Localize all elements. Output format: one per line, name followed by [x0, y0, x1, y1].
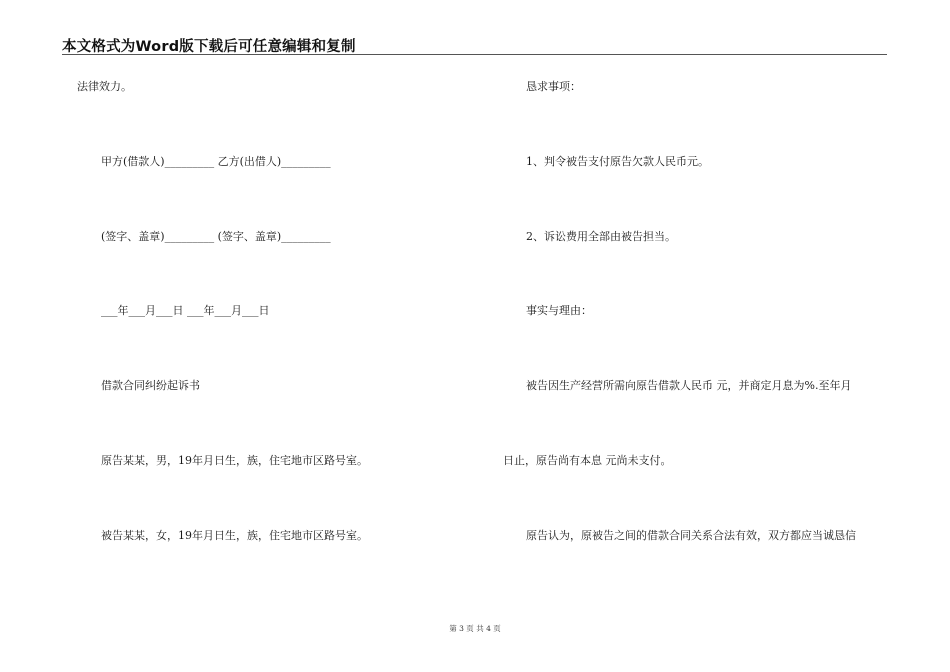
- claim-item-2: 2、诉讼费用全部由被告担当。: [526, 230, 676, 243]
- document-header-title: 本文格式为Word版下载后可任意编辑和复制: [62, 39, 356, 55]
- page-number-footer: 第 3 页 共 4 页: [449, 624, 501, 633]
- facts-paragraph-line-2: 日止，原告尚有本息 元尚未支付。: [503, 454, 672, 467]
- claims-heading: 恳求事项：: [526, 80, 581, 93]
- facts-paragraph-line-1: 被告因生产经营所需向原告借款人民币 元，并商定月息为%.至年月: [526, 379, 852, 392]
- facts-heading: 事实与理由：: [526, 304, 592, 317]
- date-line: ___年___月___日 ___年___月___日: [101, 304, 270, 317]
- header-divider: [62, 54, 887, 55]
- section-title-complaint: 借款合同纠纷起诉书: [101, 379, 200, 392]
- defendant-info: 被告某某，女，19年月日生，族，住宅地市区路号室。: [101, 529, 368, 542]
- plaintiff-opinion-line: 原告认为，原被告之间的借款合同关系合法有效，双方都应当诚恳信: [526, 529, 856, 542]
- signature-line-parties: 甲方(借款人)_________ 乙方(出借人)_________: [101, 155, 331, 168]
- paragraph-legal-effect: 法律效力。: [77, 80, 132, 93]
- signature-line-seal: (签字、盖章)_________ (签字、盖章)_________: [101, 230, 331, 243]
- claim-item-1: 1、判令被告支付原告欠款人民币元。: [526, 155, 709, 168]
- plaintiff-info: 原告某某，男，19年月日生，族，住宅地市区路号室。: [101, 454, 368, 467]
